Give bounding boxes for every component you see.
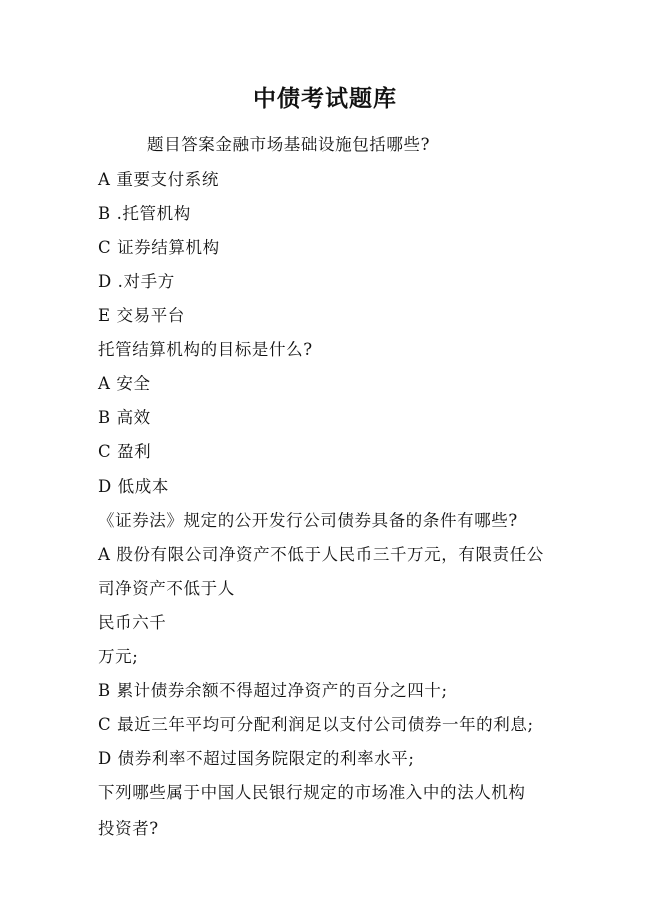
option-2b: B 高效 (98, 408, 151, 427)
question-3: 《证券法》规定的公开发行公司债券具备的条件有哪些? (98, 511, 518, 530)
question-4-line-1: 下列哪些属于中国人民银行规定的市场准入中的法人机构 (98, 783, 526, 802)
option-1b: B .托管机构 (98, 204, 191, 223)
option-3c: C 最近三年平均可分配利润足以支付公司债券一年的利息; (98, 715, 534, 734)
option-3b: B 累计债券余额不得超过净资产的百分之四十; (98, 681, 448, 700)
option-3a-line-2: 司净资产不低于人 (98, 579, 235, 598)
option-3a-line-3: 民币六千 (98, 613, 167, 632)
question-4-line-2: 投资者? (98, 819, 159, 838)
option-2d: D 低成本 (98, 477, 169, 496)
option-1a: A 重要支付系统 (98, 170, 219, 189)
question-1: 题目答案金融市场基础设施包括哪些? (147, 135, 431, 154)
option-1e: E 交易平台 (98, 306, 185, 325)
option-2c: C 盈利 (98, 442, 152, 461)
option-3a-line-1: A 股份有限公司净资产不低于人民币三千万元，有限责任公 (98, 545, 544, 564)
option-3d: D 债券利率不超过国务院限定的利率水平; (98, 749, 415, 768)
option-2a: A 安全 (98, 374, 151, 393)
document-title: 中债考试题库 (253, 86, 397, 112)
option-1c: C 证券结算机构 (98, 238, 220, 257)
option-3a-line-4: 万元; (98, 647, 139, 666)
question-2: 托管结算机构的目标是什么? (98, 340, 313, 359)
option-1d: D .对手方 (98, 272, 175, 291)
